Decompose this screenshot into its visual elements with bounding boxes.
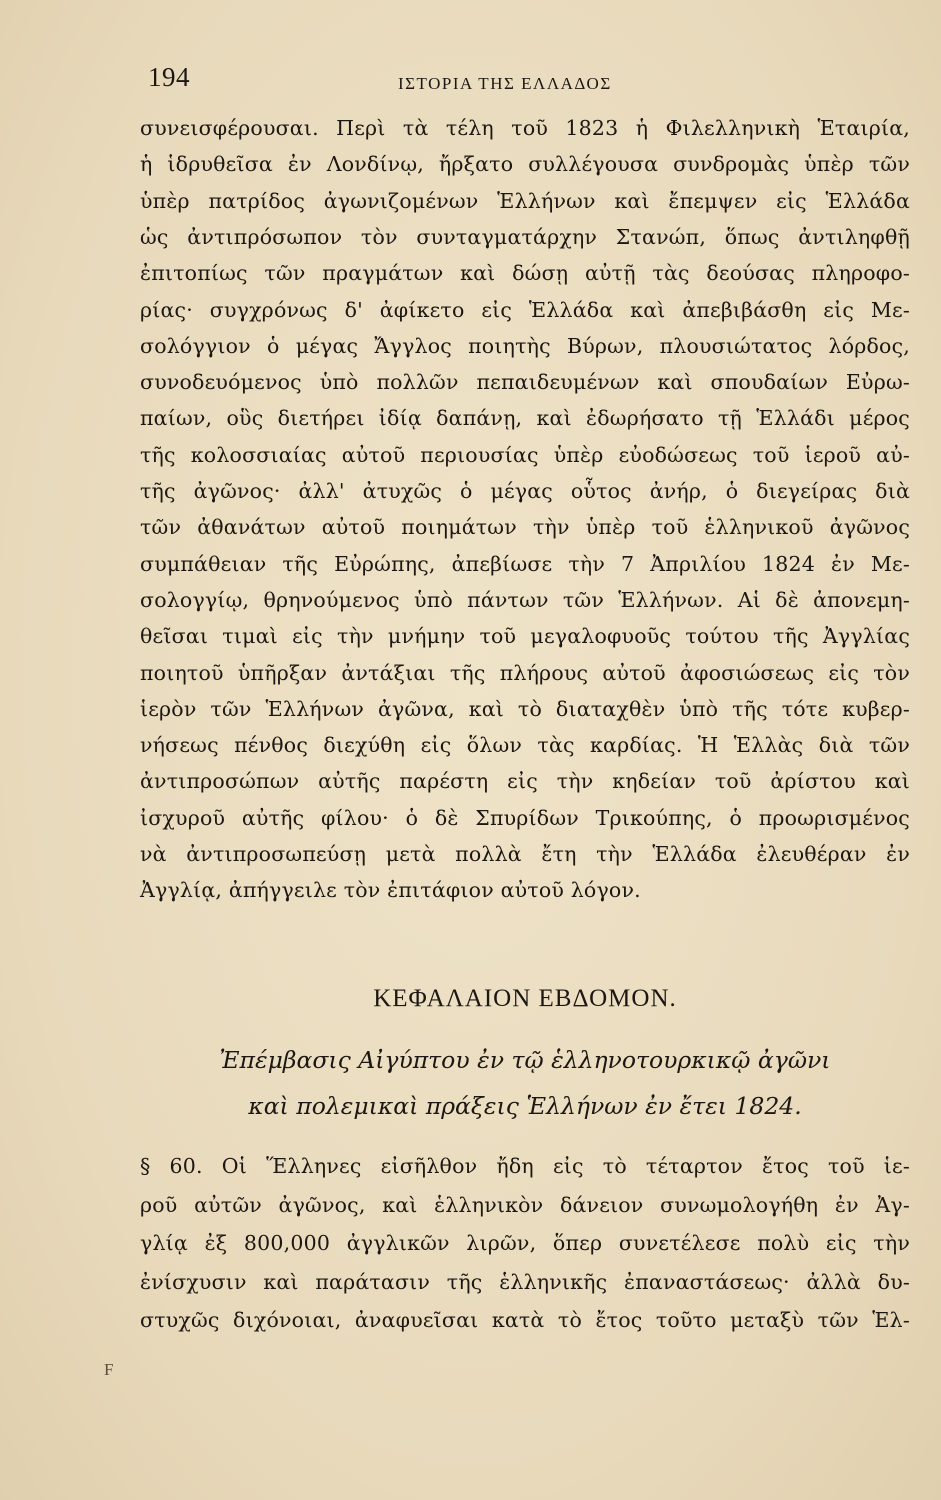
text-line: ροῦ αὐτῶν ἀγῶνος, καὶ ἑλληνικὸν δάνειον συνωμολογήθη ἐν Ἀγ- <box>140 1192 910 1217</box>
text-line: § 60. Οἱ Ἕλληνες εἰσῆλθον ἤδη εἰς τὸ τέταρτον ἔτος τοῦ ἱε- <box>140 1154 910 1178</box>
text-line: ποιητοῦ ὑπῆρξαν ἀντάξιαι τῆς πλήρους αὐτοῦ ἀφοσιώσεως εἰς τὸν <box>140 660 910 685</box>
running-head: ΙΣΤΟΡΙΑ ΤΗΣ ΕΛΛΑΔΟΣ <box>398 74 612 93</box>
text-line: ἰσχυροῦ αὐτῆς φίλου· ὁ δὲ Σπυρίδων Τρικούπης, ὁ προωρισμένος <box>140 805 910 830</box>
text-line: συνοδευόμενος ὑπὸ πολλῶν πεπαιδευμένων καὶ σπουδαίων Εὐρω- <box>140 370 910 395</box>
text-line: θεῖσαι τιμαὶ εἰς τὴν μνήμην τοῦ μεγαλοφυοῦς τούτου τῆς Ἀγγλίας <box>140 624 910 649</box>
text-line: ἱερὸν τῶν Ἑλλήνων ἀγῶνα, καὶ τὸ διαταχθὲν ὑπὸ τῆς τότε κυβερ- <box>140 696 910 721</box>
text-line: τῆς κολοσσιαίας αὐτοῦ περιουσίας ὑπὲρ εὐοδώσεως τοῦ ἱεροῦ αὐ- <box>140 442 910 467</box>
text-line: ἐπιτοπίως τῶν πραγμάτων καὶ δώσῃ αὐτῇ τὰς δεούσας πληροφο- <box>140 261 910 286</box>
margin-mark: F <box>104 1360 114 1379</box>
text-line: ἡ ἱδρυθεῖσα ἐν Λονδίνῳ, ἤρξατο συλλέγουσα συνδρομὰς ὑπὲρ τῶν <box>140 152 910 177</box>
text-line: ἀντιπροσώπων αὐτῆς παρέστη εἰς τὴν κηδείαν τοῦ ἀρίστου καὶ <box>140 769 910 794</box>
page-number: 194 <box>148 62 190 92</box>
text-line: συνεισφέρουσαι. Περὶ τὰ τέλη τοῦ 1823 ἡ Φιλελληνικὴ Ἑταιρία, <box>140 116 910 140</box>
chapter-subtitle-line-2: καὶ πολεμικαὶ πράξεις Ἑλλήνων ἐν ἔτει 1824. <box>248 1092 802 1120</box>
text-line: ἐνίσχυσιν καὶ παράτασιν τῆς ἑλληνικῆς ἐπαναστάσεως· ἀλλὰ δυ- <box>140 1269 910 1294</box>
text-line: συμπάθειαν τῆς Εὐρώπης, ἀπεβίωσε τὴν 7 Ἀπριλίου 1824 ἐν Με- <box>140 551 910 576</box>
text-line: γλίᾳ ἐξ 800,000 ἀγγλικῶν λιρῶν, ὅπερ συνετέλεσε πολὺ εἰς τὴν <box>140 1231 910 1255</box>
text-line: στυχῶς διχόνοιαι, ἀναφυεῖσαι κατὰ τὸ ἔτος τοῦτο μεταξὺ τῶν Ἑλ- <box>140 1308 910 1332</box>
chapter-subtitle-line-1: Ἐπέμβασις Αἰγύπτου ἐν τῷ ἑλληνοτουρκικῷ ἀγῶνι <box>219 1046 831 1074</box>
text-line: ρίας· συγχρόνως δ' ἀφίκετο εἰς Ἑλλάδα καὶ ἀπεβιβάσθη εἰς Με- <box>140 297 910 322</box>
text-line: σολόγγιον ὁ μέγας Ἄγγλος ποιητὴς Βύρων, πλουσιώτατος λόρδος, <box>140 333 910 358</box>
text-line: νὰ ἀντιπροσωπεύσῃ μετὰ πολλὰ ἔτη τὴν Ἑλλάδα ἐλευθέραν ἐν <box>140 842 910 866</box>
text-line: παίων, οὓς διετήρει ἰδίᾳ δαπάνῃ, καὶ ἐδωρήσατο τῇ Ἑλλάδι μέρος <box>140 406 910 431</box>
text-line: νήσεως πένθος διεχύθη εἰς ὅλων τὰς καρδίας. Ἡ Ἑλλὰς διὰ τῶν <box>140 733 910 758</box>
text-line: τῆς ἀγῶνος· ἀλλ' ἀτυχῶς ὁ μέγας οὗτος ἀνήρ, ὁ διεγείρας διὰ <box>140 479 910 503</box>
page-header <box>148 60 908 100</box>
text-line: Ἀγγλίᾳ, ἀπήγγειλε τὸν ἐπιτάφιον αὐτοῦ λόγον. <box>140 878 641 903</box>
text-line: ὡς ἀντιπρόσωπον τὸν συνταγματάρχην Στανώπ, ὅπως ἀντιληφθῇ <box>140 224 910 249</box>
text-line: σολογγίῳ, θρηνούμενος ὑπὸ πάντων τῶν Ἑλλήνων. Αἱ δὲ ἀπονεμη- <box>140 587 910 612</box>
text-line: τῶν ἀθανάτων αὐτοῦ ποιημάτων τὴν ὑπὲρ τοῦ ἑλληνικοῦ ἀγῶνος <box>140 515 910 540</box>
chapter-title: ΚΕΦΑΛΑΙΟΝ ΕΒΔΟΜΟΝ. <box>373 985 677 1012</box>
text-line: ὑπὲρ πατρίδος ἀγωνιζομένων Ἑλλήνων καὶ ἔπεμψεν εἰς Ἑλλάδα <box>140 188 910 213</box>
